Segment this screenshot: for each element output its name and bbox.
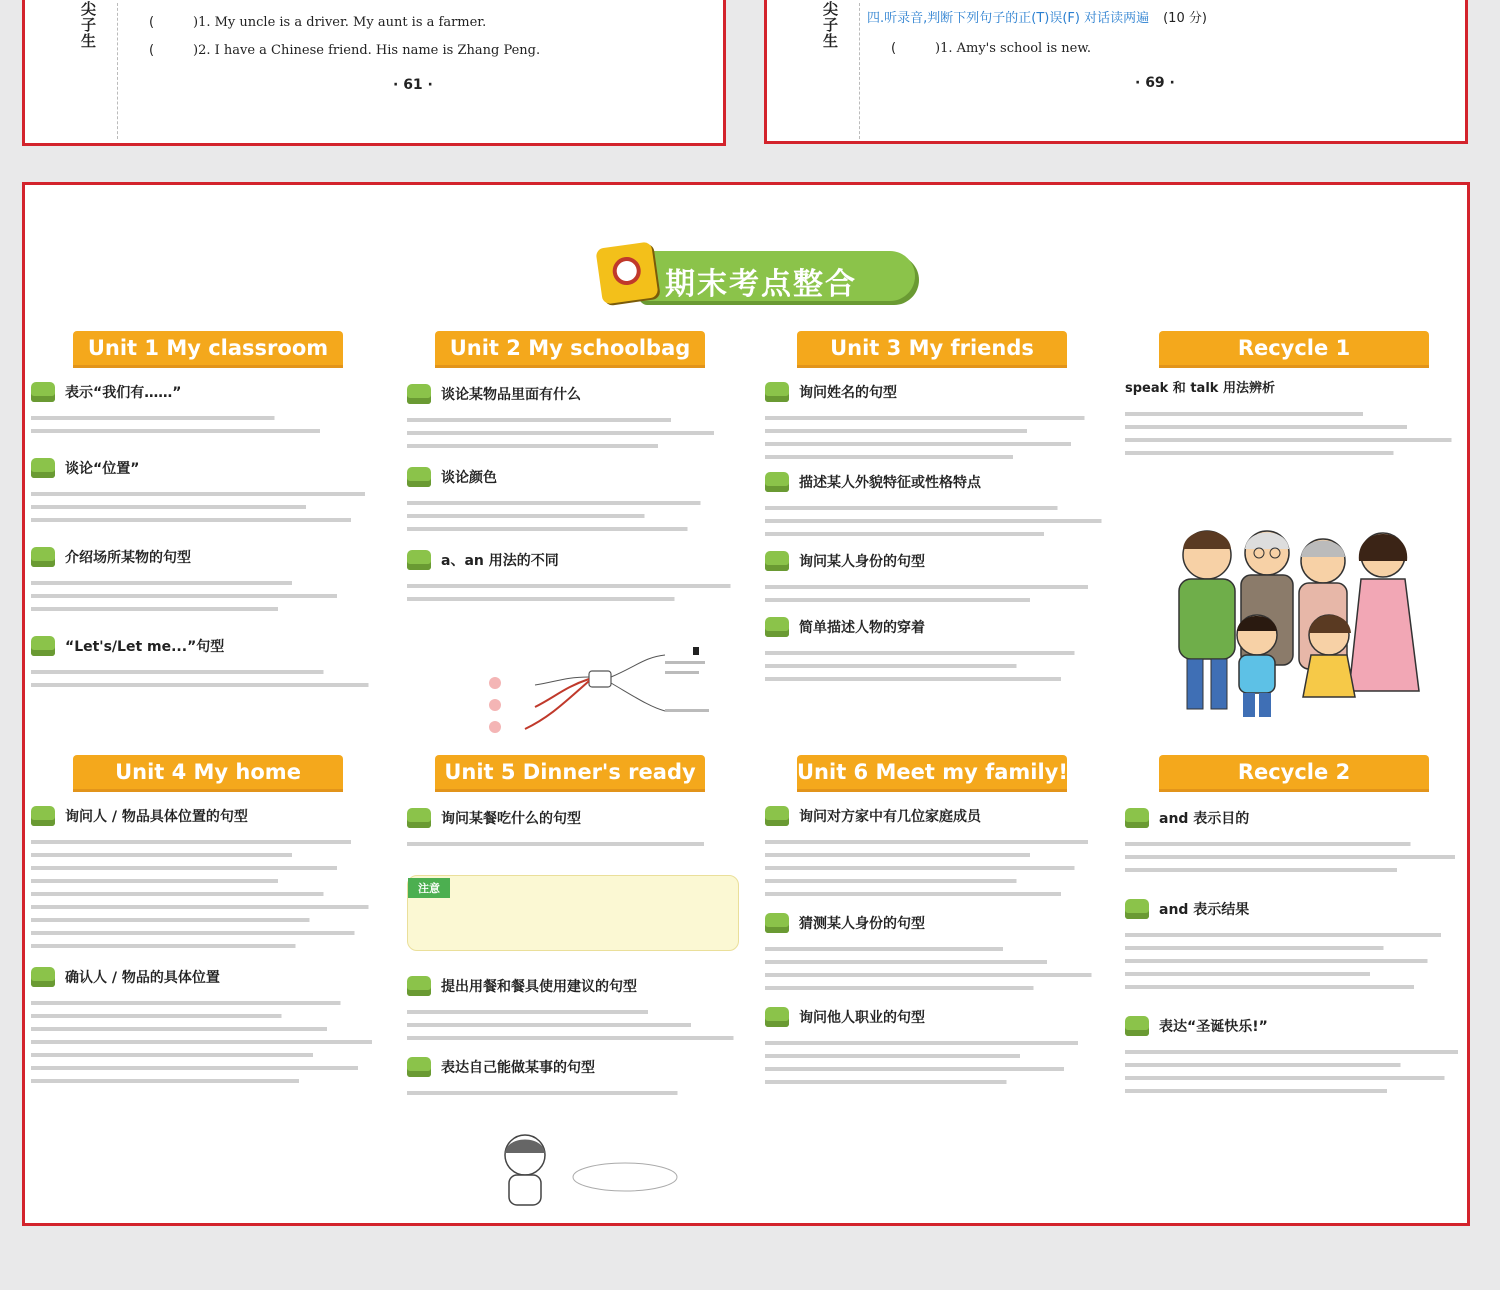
blurred-text-line: [765, 450, 1105, 463]
blurred-text-line: [31, 589, 379, 602]
book-icon: [407, 808, 431, 828]
book-icon: [765, 913, 789, 933]
blurred-text-line: [1125, 1045, 1465, 1058]
banner-title: 期末考点整合: [665, 267, 857, 302]
topic-heading: [407, 1054, 737, 1080]
topic-heading: [31, 544, 379, 570]
book-icon: [1125, 808, 1149, 828]
blurred-text-line: [765, 593, 1105, 606]
blurred-text-line: [407, 1018, 737, 1031]
blurred-text-line: [31, 1074, 379, 1087]
section-score: (10 分): [1163, 11, 1207, 26]
recycle-1-text: [1125, 407, 1465, 459]
blurred-text-line: [31, 861, 379, 874]
answer-paren: (: [149, 43, 155, 58]
topic-heading: [765, 379, 1105, 405]
blurred-text-line: [31, 1061, 379, 1074]
speak-talk-heading: speak 和 talk 用法辨析: [1125, 381, 1275, 396]
topic-title: 介绍场所某物的句型: [65, 550, 191, 566]
boy-sketch: [495, 1133, 695, 1213]
topic-heading: [765, 1004, 1105, 1030]
blurred-text-line: [407, 522, 737, 535]
topic-title: 询问对方家中有几位家庭成员: [799, 809, 981, 825]
topic-title: and 表示目的: [1159, 811, 1250, 827]
blurred-text-line: [407, 837, 737, 850]
book-icon: [407, 976, 431, 996]
topic-heading: [407, 381, 737, 407]
binding-line: [117, 3, 118, 139]
topic-heading: [765, 469, 1105, 495]
question-2: )2. I have a Chinese friend. His name is Zhang Peng.: [193, 43, 541, 58]
book-icon: [31, 547, 55, 567]
topic-heading: [1125, 1013, 1465, 1039]
blurred-text-line: [1125, 1084, 1465, 1097]
binding-line: [859, 3, 860, 139]
book-icon: [1125, 1016, 1149, 1036]
blurred-text-line: [31, 1035, 379, 1048]
blurred-text-line: [407, 439, 737, 452]
blurred-text-line: [31, 939, 379, 952]
topic-heading: [765, 548, 1105, 574]
blurred-text-line: [31, 874, 379, 887]
section-heading: [867, 7, 1207, 26]
blurred-text-line: [1125, 433, 1465, 446]
blurred-text-line: [407, 413, 737, 426]
unit-6-tab: Unit 6 Meet my family!: [797, 755, 1067, 789]
answer-paren: (: [891, 41, 897, 56]
blurred-text-line: [31, 411, 379, 424]
answer-paren: (: [149, 15, 155, 30]
page-number: · 61 ·: [393, 77, 433, 93]
note-text: [424, 900, 724, 913]
note-box: [407, 875, 739, 951]
question-1: )1. Amy's school is new.: [935, 41, 1092, 56]
blurred-text-line: [765, 411, 1105, 424]
blurred-text-line: [31, 848, 379, 861]
book-icon: [31, 806, 55, 826]
blurred-text-line: [1125, 863, 1465, 876]
book-icon: [31, 458, 55, 478]
blurred-text-line: [1125, 1071, 1465, 1084]
blurred-text-line: [407, 509, 737, 522]
recycle-2-tab: Recycle 2: [1159, 755, 1429, 789]
blurred-text-line: [765, 848, 1105, 861]
blurred-text-line: [765, 437, 1105, 450]
blurred-text-line: [765, 874, 1105, 887]
book-icon: [765, 806, 789, 826]
topic-heading: [31, 964, 379, 990]
blurred-text-line: [1125, 1058, 1465, 1071]
topic-title: 表达自己能做某事的句型: [441, 1060, 595, 1076]
question-1: )1. My uncle is a driver. My aunt is a farmer.: [193, 15, 487, 30]
unit-4-tab: Unit 4 My home: [73, 755, 343, 789]
unit-4-section: [31, 803, 379, 1087]
blurred-text-line: [1125, 446, 1465, 459]
page-61-fragment: [22, 0, 726, 146]
unit-1-tab: Unit 1 My classroom: [73, 331, 343, 365]
unit-2-section: [407, 381, 737, 605]
blurred-text-line: [765, 672, 1105, 685]
unit-3-section: [765, 379, 1105, 685]
blurred-text-line: [765, 955, 1105, 968]
book-icon: [31, 967, 55, 987]
topic-heading: [1125, 896, 1465, 922]
blurred-text-line: [31, 1009, 379, 1022]
note-tag: 注意: [408, 878, 450, 898]
blurred-text-line: [765, 835, 1105, 848]
unit-5-section-continued: [407, 973, 737, 1099]
blurred-text-line: [765, 1049, 1105, 1062]
topic-title: 询问人 / 物品具体位置的句型: [65, 809, 248, 825]
blurred-text-line: [31, 487, 379, 500]
book-icon: [407, 1057, 431, 1077]
blurred-text-line: [765, 580, 1105, 593]
magnifier-icon: [595, 241, 658, 304]
topic-title: 询问姓名的句型: [799, 385, 897, 401]
book-icon: [407, 467, 431, 487]
topic-title: 询问某餐吃什么的句型: [441, 811, 581, 827]
blurred-text-line: [1125, 420, 1465, 433]
unit-5-tab: Unit 5 Dinner's ready: [435, 755, 705, 789]
blurred-text-line: [765, 942, 1105, 955]
blurred-text-line: [31, 1022, 379, 1035]
blurred-text-line: [407, 1086, 737, 1099]
topic-heading: [407, 805, 737, 831]
blurred-text-line: [1125, 407, 1465, 420]
topic-heading: [31, 803, 379, 829]
recycle-2-section: [1125, 805, 1465, 1097]
unit-5-section: [407, 805, 737, 850]
topic-title: 询问某人身份的句型: [799, 554, 925, 570]
blurred-text-line: [765, 514, 1105, 527]
blurred-text-line: [765, 981, 1105, 994]
topic-heading: [765, 803, 1105, 829]
topic-heading: [765, 910, 1105, 936]
blurred-text-line: [765, 659, 1105, 672]
blurred-text-line: [1125, 954, 1465, 967]
topic-title: 简单描述人物的穿着: [799, 620, 925, 636]
book-icon: [765, 617, 789, 637]
final-exam-summary-page: [22, 182, 1470, 1226]
blurred-text-line: [31, 913, 379, 926]
blurred-text-line: [765, 527, 1105, 540]
topic-title: 谈论某物品里面有什么: [441, 387, 581, 403]
blurred-text-line: [31, 500, 379, 513]
page-69-fragment: [764, 0, 1468, 144]
blurred-text-line: [31, 576, 379, 589]
blurred-text-line: [1125, 980, 1465, 993]
book-icon: [765, 1007, 789, 1027]
topic-title: a、an 用法的不同: [441, 553, 559, 569]
topic-title: 谈论“位置”: [65, 461, 140, 477]
blurred-text-line: [31, 926, 379, 939]
blurred-text-line: [31, 900, 379, 913]
blurred-text-line: [31, 835, 379, 848]
blurred-text-line: [765, 1075, 1105, 1088]
unit-1-section: [31, 379, 379, 691]
blurred-text-line: [765, 861, 1105, 874]
topic-heading: [31, 633, 379, 659]
topic-title: 猜测某人身份的句型: [799, 916, 925, 932]
blurred-text-line: [407, 579, 737, 592]
book-icon: [31, 382, 55, 402]
blurred-text-line: [407, 496, 737, 509]
book-icon: [765, 551, 789, 571]
topic-heading: [407, 547, 737, 573]
book-icon: [407, 384, 431, 404]
blurred-text-line: [31, 424, 379, 437]
blurred-text-line: [407, 1005, 737, 1018]
topic-title: 确认人 / 物品的具体位置: [65, 970, 220, 986]
blurred-text-line: [1125, 928, 1465, 941]
topic-title: and 表示结果: [1159, 902, 1250, 918]
unit-3-tab: Unit 3 My friends: [797, 331, 1067, 365]
blurred-text-line: [1125, 837, 1465, 850]
blurred-text-line: [407, 592, 737, 605]
blurred-text-line: [31, 602, 379, 615]
book-icon: [1125, 899, 1149, 919]
unit-2-tab: Unit 2 My schoolbag: [435, 331, 705, 365]
blurred-text-line: [407, 1031, 737, 1044]
blurred-text-line: [765, 501, 1105, 514]
topic-title: 提出用餐和餐具使用建议的句型: [441, 979, 637, 995]
blurred-text-line: [765, 1062, 1105, 1075]
topic-heading: [1125, 805, 1465, 831]
blurred-text-line: [765, 968, 1105, 981]
recycle-1-tab: Recycle 1: [1159, 331, 1429, 365]
side-label: 尖子生: [823, 0, 839, 50]
topic-title: 谈论颜色: [441, 470, 497, 486]
blurred-text-line: [765, 646, 1105, 659]
topic-title: “Let's/Let me...”句型: [65, 639, 225, 655]
blurred-text-line: [31, 887, 379, 900]
topic-heading: [407, 464, 737, 490]
title-banner: [595, 243, 915, 307]
section-title: 四.听录音,判断下列句子的正(T)误(F) 对话读两遍: [867, 11, 1150, 26]
blurred-text-line: [31, 1048, 379, 1061]
topic-title: 表示“我们有……”: [65, 385, 182, 401]
book-icon: [407, 550, 431, 570]
family-illustration: [1165, 515, 1425, 725]
blurred-text-line: [1125, 967, 1465, 980]
side-label: 尖子生: [81, 0, 97, 50]
topic-heading: [31, 455, 379, 481]
topic-title: 表达“圣诞快乐!”: [1159, 1019, 1268, 1035]
book-icon: [765, 472, 789, 492]
topic-title: 描述某人外貌特征或性格特点: [799, 475, 981, 491]
topic-heading: [31, 379, 379, 405]
blurred-text-line: [31, 678, 379, 691]
unit-6-section: [765, 803, 1105, 1088]
blurred-text-line: [31, 513, 379, 526]
book-icon: [31, 636, 55, 656]
book-icon: [765, 382, 789, 402]
blurred-text-line: [31, 996, 379, 1009]
mind-map-diagram: [465, 647, 735, 747]
blurred-text-line: [765, 887, 1105, 900]
topic-heading: [765, 614, 1105, 640]
blurred-text-line: [31, 665, 379, 678]
topic-title: 询问他人职业的句型: [799, 1010, 925, 1026]
topic-heading: [407, 973, 737, 999]
page-number: · 69 ·: [1135, 75, 1175, 91]
blurred-text-line: [1125, 850, 1465, 863]
blurred-text-line: [765, 1036, 1105, 1049]
blurred-text-line: [407, 426, 737, 439]
blurred-text-line: [765, 424, 1105, 437]
blurred-text-line: [1125, 941, 1465, 954]
